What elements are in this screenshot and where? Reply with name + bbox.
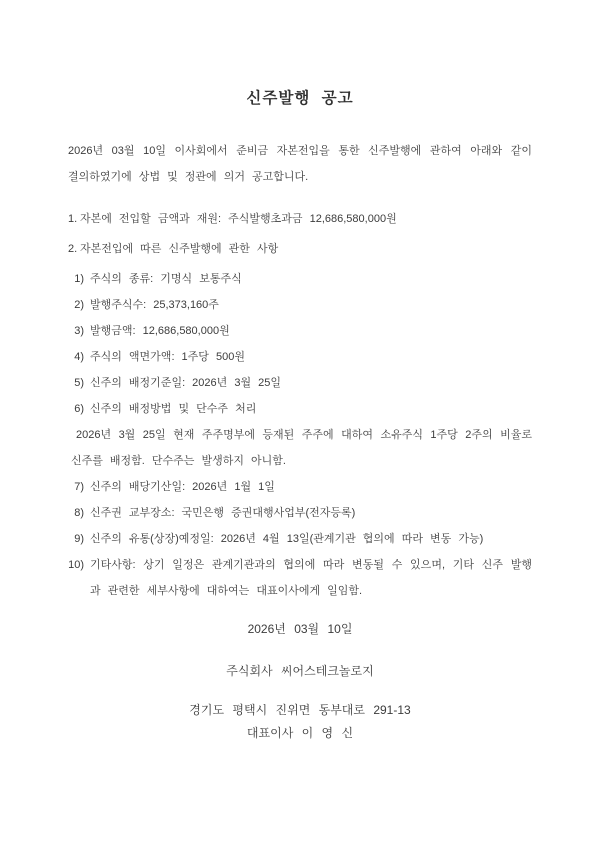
sub-item-9	[68, 526, 532, 552]
item-text: 자본에 전입할 금액과 재원: 주식발행초과금 12,686,580,000원	[80, 213, 397, 225]
item-text: 신주의 유통(상장)예정일: 2026년 4월 13일(관계기관 협의에 따라 변동 가능)	[90, 533, 484, 545]
item-text: 발행주식수: 25,373,160주	[90, 299, 219, 311]
main-item-list	[68, 206, 532, 604]
sub-item-2	[68, 292, 532, 318]
item-number: 10)	[68, 559, 84, 571]
item-number: 6)	[74, 403, 84, 415]
item-text: 신주의 배당기산일: 2026년 1월 1일	[90, 481, 275, 493]
item-number: 4)	[74, 351, 84, 363]
item-number: 9)	[74, 533, 84, 545]
item-text: 신주의 배정기준일: 2026년 3월 25일	[90, 377, 281, 389]
sub-item-3	[68, 318, 532, 344]
ceo-name: 대표이사 이 영 신	[246, 726, 354, 740]
item-text: 주식의 액면가액: 1주당 500원	[90, 351, 245, 363]
item-number: 2)	[74, 299, 84, 311]
sub-item-container	[68, 266, 532, 604]
item-text: 신주권 교부장소: 국민은행 증권대행사업부(전자등록)	[90, 507, 356, 519]
item-number: 1.	[68, 213, 78, 225]
sub-item-10	[68, 552, 532, 604]
allocation-note-paragraph: 2026년 3월 25일 현재 주주명부에 등재된 주주에 대하여 소유주식 1주당 2주의 비율로 신주를 배정함. 단수주는 발생하지 아니함.	[71, 429, 532, 467]
item-number: 5)	[74, 377, 84, 389]
item-text: 발행금액: 12,686,580,000원	[90, 325, 230, 337]
item-text: 신주의 배정방법 및 단수주 처리	[90, 403, 257, 415]
sub-item-6-note-row	[68, 422, 532, 474]
doc-title: 신주발행 공고	[246, 90, 354, 107]
sub-item-6	[68, 396, 532, 422]
item-number: 3)	[74, 325, 84, 337]
item-text: 자본전입에 따른 신주발행에 관한 사항	[80, 243, 279, 255]
sub-item-8	[68, 500, 532, 526]
company-address: 경기도 평택시 진위면 동부대로 291-13	[189, 703, 411, 717]
sub-item-1	[68, 266, 532, 292]
intro-paragraph: 2026년 03월 10일 이사회에서 준비금 자본전입을 통한 신주발행에 관하여 아래와 같이 결의하였기에 상법 및 정관에 의거 공고합니다.	[68, 145, 532, 183]
main-item-1	[68, 206, 532, 232]
item-number: 8)	[74, 507, 84, 519]
document-footer	[68, 616, 532, 744]
sub-item-5	[68, 370, 532, 396]
sub-item-list	[68, 266, 532, 604]
item-text: 주식의 종류: 기명식 보통주식	[90, 273, 242, 285]
main-item-2	[68, 236, 532, 262]
item-number: 2.	[68, 243, 78, 255]
item-number: 7)	[74, 481, 84, 493]
footer-date: 2026년 03월 10일	[247, 622, 353, 636]
sub-item-4	[68, 344, 532, 370]
company-name: 주식회사 씨어스테크놀로지	[226, 664, 374, 678]
item-number: 1)	[74, 273, 84, 285]
item-text: 기타사항: 상기 일정은 관계기관과의 협의에 따라 변동될 수 있으며, 기타 신주 발행과 관련한 세부사항에 대하여는 대표이사에게 일임함.	[90, 559, 532, 597]
sub-item-7	[68, 474, 532, 500]
